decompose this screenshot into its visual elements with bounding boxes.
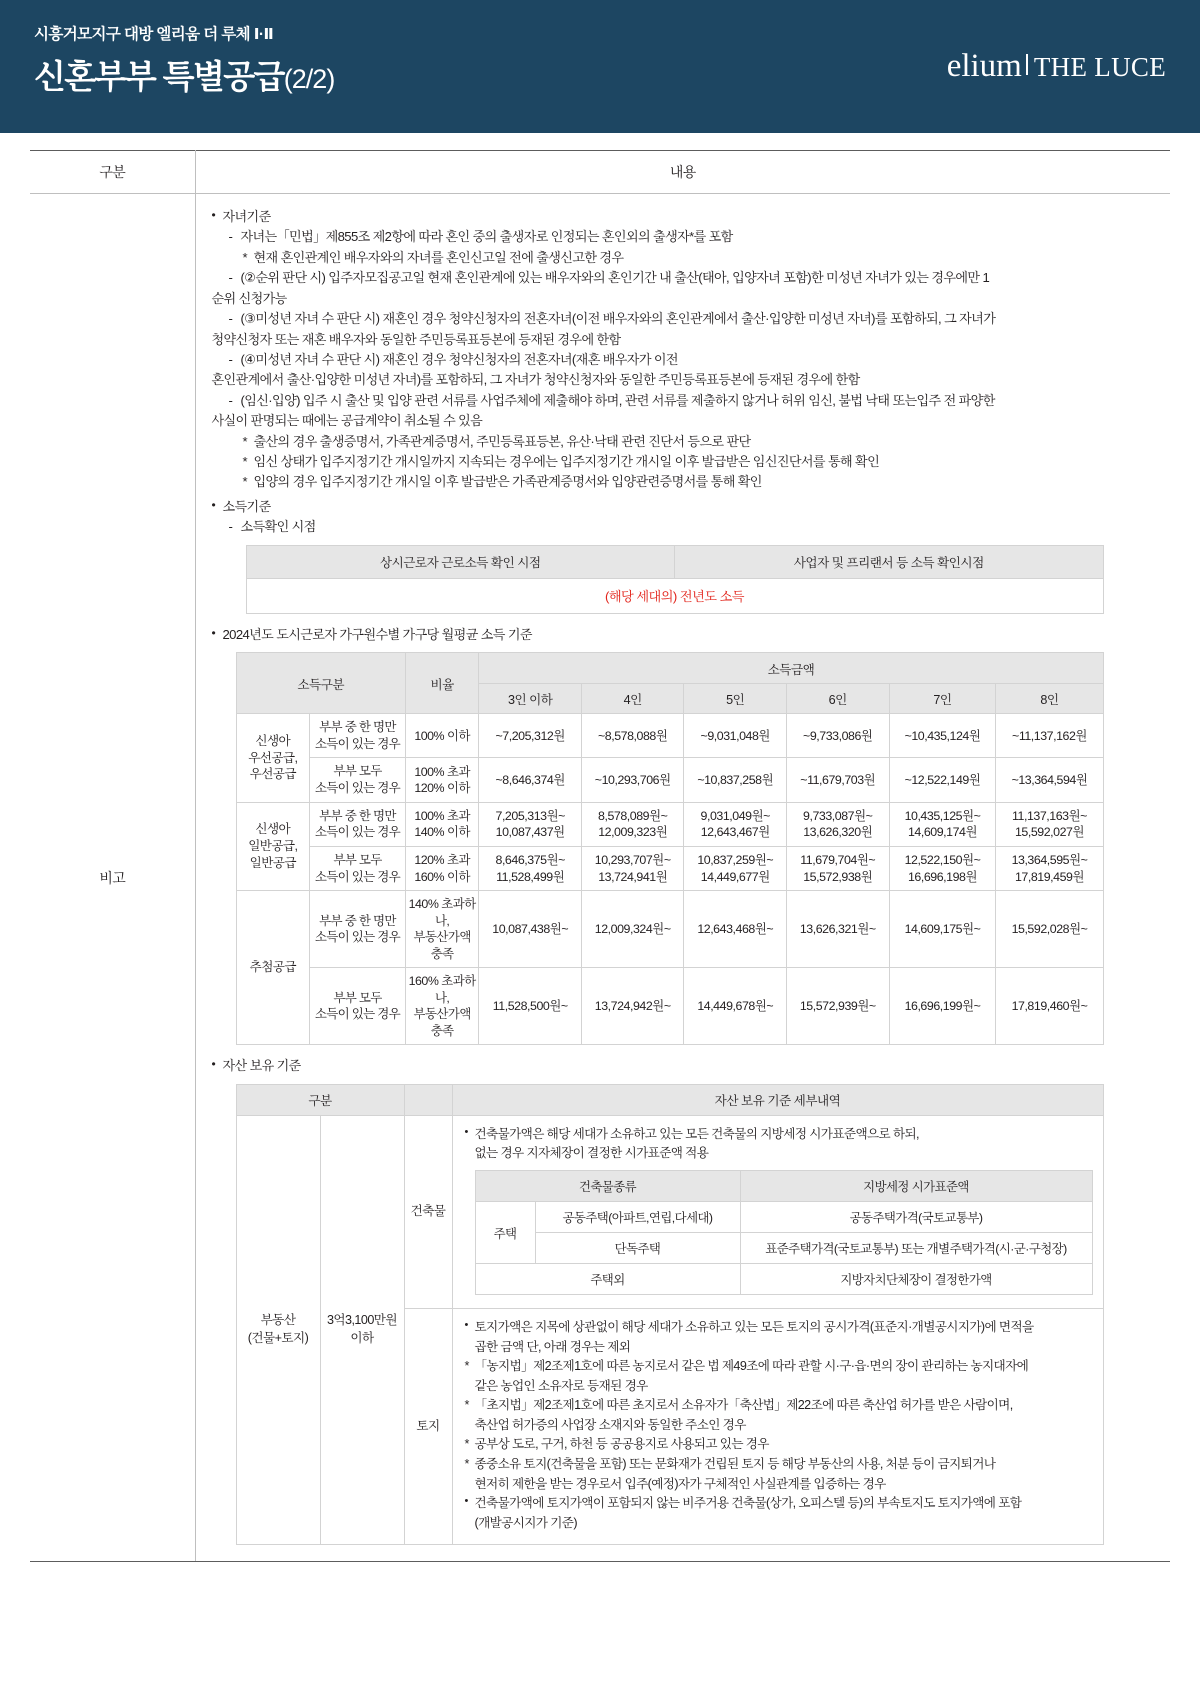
income-amount-8인: 15,592,028원~ [996, 891, 1103, 968]
building-type-other: 주택외 [475, 1264, 740, 1295]
income-amount-5인: ~10,837,258원 [684, 758, 787, 802]
dash-marker: - [228, 270, 233, 286]
income-amount-4인: ~10,293,706원 [581, 758, 684, 802]
list-item [212, 268, 1157, 288]
income-condition: 부부 중 한 명만 소득이 있는 경우 [310, 891, 406, 968]
list-item-text: 사실이 판명되는 때에는 공급계약이 취소될 수 있음 [211, 413, 483, 429]
table-row [236, 846, 1103, 890]
table-row [475, 1233, 1092, 1264]
income-amount-6인: 15,572,939원~ [786, 968, 889, 1045]
main-content-table [30, 150, 1170, 1562]
asset-subrow-label-land: 토지 [404, 1309, 452, 1545]
asset-land-detail [452, 1309, 1103, 1545]
income-amount-5인: 14,449,678원~ [684, 968, 787, 1045]
list-item-text: (임신·입양) 입주 시 출산 및 입양 관련 서류를 사업주체에 제출해야 하며, 관련 서류를 제출하지 않거나 허위 임신, 불법 낙태 또는입주 전 파양한 [240, 392, 995, 408]
child-criteria-list [212, 227, 1157, 492]
brand-name-elium: elium [946, 48, 1022, 84]
income-amount-7인: 12,522,150원~ 16,696,198원 [889, 846, 996, 890]
income-amount-7인: ~12,522,149원 [889, 758, 996, 802]
list-item-continuation [212, 370, 1157, 390]
income-amount-6인: ~11,679,703원 [786, 758, 889, 802]
income-amount-5인: 10,837,259원~ 14,449,677원 [684, 846, 787, 890]
list-item-text: 출산의 경우 출생증명서, 가족관계증명서, 주민등록표등본, 유산·낙태 관련 진단서 등으로 판단 [253, 433, 751, 449]
table-body-row [30, 194, 1170, 1562]
income-header-ratio: 비율 [405, 653, 479, 714]
building-note-line1: 건축물가액은 해당 세대가 소유하고 있는 모든 건축물의 지방세정 시가표준액으로 하되, [474, 1126, 919, 1141]
list-item [212, 452, 1157, 472]
list-item [212, 227, 1157, 247]
land-list-item: • 토지가액은 지목에 상관없이 해당 세대가 소유하고 있는 모든 토지의 공시가격(표준지·개별공시지가)에 면적을 [465, 1318, 1093, 1338]
income-amount-6인: 13,626,321원~ [786, 891, 889, 968]
page-title-fraction: (2/2) [283, 63, 335, 94]
building-price-detached: 표준주택가격(국토교통부) 또는 개별주택가격(시·군·구청장) [740, 1233, 1092, 1264]
list-item-text: 순위 신청가능 [211, 290, 287, 306]
header-left-block [34, 27, 334, 93]
income-amount-4인: ~8,578,088원 [581, 714, 684, 758]
income-confirm-value: (해당 세대의) 전년도 소득 [246, 578, 1103, 613]
income-amount-6인: 11,679,704원~ 15,572,938원 [786, 846, 889, 890]
star-marker: * [242, 433, 247, 449]
section-income-criteria-heading: • 소득기준 [212, 497, 1157, 517]
table-row [236, 891, 1103, 968]
land-list-subitem: * 종중소유 토지(건축물을 포함) 또는 문화재가 건립된 토지 등 해당 부동산의 사용, 처분 등이 금지퇴거나 [465, 1455, 1093, 1475]
table-row-building [236, 1115, 1103, 1309]
list-item-continuation [212, 411, 1157, 431]
building-type-table [475, 1170, 1093, 1295]
income-header-household-5: 7인 [889, 684, 996, 714]
building-price-other: 지방자치단체장이 결정한가액 [740, 1264, 1092, 1295]
income-standard-table [236, 652, 1104, 1045]
list-item [212, 350, 1157, 370]
income-supply-type: 추첨공급 [236, 891, 310, 1045]
building-type-detached: 단독주택 [535, 1233, 740, 1264]
land-list-continuation: 축산업 허가증의 사업장 소재지와 동일한 주소인 경우 [474, 1417, 746, 1432]
building-note-line2: 없는 경우 지자체장이 결정한 시가표준액 적용 [474, 1145, 709, 1160]
brand-name-the-luce: THE LUCE [1033, 52, 1166, 82]
asset-column-header-division: 구분 [236, 1084, 404, 1115]
income-amount-3인 이하: 11,528,500원~ [479, 968, 582, 1045]
land-list-continuation: 현저히 제한을 받는 경우로서 입주(예정)자가 구체적인 사실관계를 입증하는 경우 [474, 1476, 886, 1491]
building-note [465, 1125, 1093, 1164]
list-item [212, 391, 1157, 411]
brand-logo [947, 50, 1166, 83]
table-row [236, 1084, 1103, 1115]
subheading-text: 소득확인 시점 [240, 519, 316, 535]
income-header-division: 소득구분 [236, 653, 405, 714]
land-list-continuation: (개발공시지가 기준) [474, 1515, 577, 1530]
list-item-text: 자녀는「민법」제855조 제2항에 따라 혼인 중의 출생자로 인정되는 혼인외의 출생자*를 포함 [240, 229, 733, 245]
income-amount-4인: 13,724,942원~ [581, 968, 684, 1045]
income-amount-3인 이하: 8,646,375원~ 11,528,499원 [479, 846, 582, 890]
page-title-main: 신혼부부 특별공급 [34, 57, 284, 95]
land-criteria-list [465, 1318, 1093, 1533]
list-item-text: 현재 혼인관계인 배우자와의 자녀를 혼인신고일 전에 출생신고한 경우 [253, 249, 624, 265]
star-marker: * [242, 474, 247, 490]
income-amount-8인: ~13,364,594원 [996, 758, 1103, 802]
income-ratio: 140% 초과하나, 부동산가액 충족 [405, 891, 479, 968]
list-item-continuation [212, 330, 1157, 350]
land-list-item: • 건축물가액에 토지가액이 포함되지 않는 비주거용 건축물(상가, 오피스텔 등)의 부속토지도 토지가액에 포함 [465, 1494, 1093, 1514]
land-list-subitem: * 공부상 도로, 구거, 하천 등 공공용지로 사용되고 있는 경우 [465, 1435, 1093, 1455]
land-list-subitem: * 「초지법」제2조제1호에 따른 초지로서 소유자가「축산법」제22조에 따른 축산업 허가를 받은 사람이며, [465, 1396, 1093, 1416]
income-amount-8인: ~11,137,162원 [996, 714, 1103, 758]
income-amount-6인: 9,733,087원~ 13,626,320원 [786, 802, 889, 846]
asset-limit-value: 3억3,100만원 이하 [320, 1115, 404, 1544]
land-list-continuation: 같은 농업인 소유자로 등재된 경우 [474, 1378, 648, 1393]
income-amount-5인: ~9,031,048원 [684, 714, 787, 758]
list-item-text: (③미성년 자녀 수 판단 시) 재혼인 경우 청약신청자의 전혼자녀(이전 배우자와의 혼인관계에서 출산·입양한 미성년 자녀)를 포함하되, 그 자녀가 [240, 311, 996, 327]
building-type-apartment: 공동주택(아파트,연립,다세대) [535, 1202, 740, 1233]
income-amount-7인: 16,696,199원~ [889, 968, 996, 1045]
table-row [475, 1171, 1092, 1202]
income-confirm-header-business: 사업자 및 프리랜서 등 소득 확인시점 [675, 545, 1104, 578]
income-header-household-3: 5인 [684, 684, 787, 714]
income-header-household-1: 3인 이하 [479, 684, 582, 714]
table-row [475, 1264, 1092, 1295]
star-marker: * [464, 1359, 469, 1374]
income-header-household-4: 6인 [786, 684, 889, 714]
land-list-subitem: * 「농지법」제2조제1호에 따른 농지로서 같은 법 제49조에 따라 관할 시·구·읍·면의 장이 관리하는 농지대자에 [465, 1357, 1093, 1377]
dash-marker: - [228, 351, 233, 367]
dash-marker: - [228, 311, 233, 327]
star-marker: * [242, 249, 247, 265]
table-row [475, 1202, 1092, 1233]
income-amount-7인: 10,435,125원~ 14,609,174원 [889, 802, 996, 846]
income-amount-6인: ~9,733,086원 [786, 714, 889, 758]
content-cell [195, 194, 1170, 1562]
building-header-type: 건축물종류 [475, 1171, 740, 1202]
income-header-household-6: 8인 [996, 684, 1103, 714]
dash-marker: - [228, 519, 233, 535]
land-list-continuation: 곱한 금액 단, 아래 경우는 제외 [474, 1339, 631, 1354]
income-amount-3인 이하: 10,087,438원~ [479, 891, 582, 968]
page-header [0, 0, 1200, 133]
list-item-text: (②순위 판단 시) 입주자모집공고일 현재 혼인관계에 있는 배우자와의 혼인기간 내 출산(태아, 입양자녀 포함)한 미성년 자녀가 있는 경우에만 1 [240, 270, 990, 286]
income-amount-8인: 17,819,460원~ [996, 968, 1103, 1045]
dash-marker: - [228, 229, 233, 245]
building-price-apartment: 공동주택가격(국토교통부) [740, 1202, 1092, 1233]
list-item [212, 432, 1157, 452]
list-item-text: 혼인관계에서 출산·입양한 미성년 자녀)를 포함하되, 그 자녀가 청약신청자와 동일한 주민등록표등본에 등재된 경우에 한함 [211, 372, 860, 388]
building-group-house: 주택 [475, 1202, 535, 1264]
income-condition: 부부 모두 소득이 있는 경우 [310, 758, 406, 802]
asset-criteria-table [236, 1084, 1104, 1545]
income-amount-4인: 12,009,324원~ [581, 891, 684, 968]
income-condition: 부부 중 한 명만 소득이 있는 경우 [310, 802, 406, 846]
star-marker: * [464, 1398, 469, 1413]
star-marker: * [242, 454, 247, 470]
list-item-text: (④미성년 자녀 수 판단 시) 재혼인 경우 청약신청자의 전혼자녀(재혼 배우자가 이전 [240, 351, 678, 367]
income-condition: 부부 모두 소득이 있는 경우 [310, 968, 406, 1045]
income-header-household-2: 4인 [581, 684, 684, 714]
asset-building-detail [452, 1115, 1103, 1309]
list-item [212, 309, 1157, 329]
income-header-amount-group: 소득금액 [479, 653, 1103, 684]
list-item-text: 임신 상태가 입주지정기간 개시일까지 지속되는 경우에는 입주지정기간 개시일 이후 발급받은 임신진단서를 통해 확인 [253, 454, 880, 470]
column-header-division: 구분 [30, 151, 195, 194]
income-amount-7인: 14,609,175원~ [889, 891, 996, 968]
income-ratio: 160% 초과하나, 부동산가액 충족 [405, 968, 479, 1045]
income-amount-3인 이하: ~8,646,374원 [479, 758, 582, 802]
income-confirm-header-employee: 상시근로자 근로소득 확인 시점 [246, 545, 675, 578]
income-condition: 부부 모두 소득이 있는 경우 [310, 846, 406, 890]
income-standard-title: • 2024년도 도시근로자 가구원수별 가구당 월평균 소득 기준 [212, 625, 1157, 645]
table-row [246, 545, 1103, 578]
table-row [236, 802, 1103, 846]
asset-column-header-detail: 자산 보유 기준 세부내역 [452, 1084, 1103, 1115]
income-ratio: 100% 이하 [405, 714, 479, 758]
income-ratio: 120% 초과 160% 이하 [405, 846, 479, 890]
column-header-content: 내용 [195, 151, 1170, 194]
page-title [34, 57, 335, 95]
project-subtitle: 시흥거모지구 대방 엘리움 더 루체 Ⅰ·Ⅱ [34, 26, 274, 43]
list-item-continuation [212, 289, 1157, 309]
list-item-text: 입양의 경우 입주지정기간 개시일 이후 발급받은 가족관계증명서와 입양관련증명서를 통해 확인 [253, 474, 762, 490]
brand-divider-bar [1026, 54, 1028, 75]
income-amount-5인: 9,031,049원~ 12,643,467원 [684, 802, 787, 846]
list-item [212, 472, 1157, 492]
income-amount-4인: 10,293,707원~ 13,724,941원 [581, 846, 684, 890]
table-header-row [236, 653, 1103, 684]
income-supply-type: 신생아 일반공급, 일반공급 [236, 802, 310, 891]
income-condition: 부부 중 한 명만 소득이 있는 경우 [310, 714, 406, 758]
section-child-criteria-heading: • 자녀기준 [212, 207, 1157, 227]
income-amount-3인 이하: 7,205,313원~ 10,087,437원 [479, 802, 582, 846]
table-row [236, 758, 1103, 802]
income-amount-5인: 12,643,468원~ [684, 891, 787, 968]
section-asset-criteria-heading: • 자산 보유 기준 [212, 1056, 1157, 1076]
income-amount-8인: 13,364,595원~ 17,819,459원 [996, 846, 1103, 890]
asset-type-realestate: 부동산 (건물+토지) [236, 1115, 320, 1544]
income-amount-4인: 8,578,089원~ 12,009,323원 [581, 802, 684, 846]
income-ratio: 100% 초과 120% 이하 [405, 758, 479, 802]
asset-header-spacer [404, 1084, 452, 1115]
income-supply-type: 신생아 우선공급, 우선공급 [236, 714, 310, 803]
star-marker: * [464, 1437, 469, 1452]
income-ratio: 100% 초과 140% 이하 [405, 802, 479, 846]
income-amount-3인 이하: ~7,205,312원 [479, 714, 582, 758]
asset-subrow-label-building: 건축물 [404, 1115, 452, 1309]
document-sheet [0, 150, 1200, 1562]
table-row [236, 714, 1103, 758]
table-row [236, 968, 1103, 1045]
list-item-text: 청약신청자 또는 재혼 배우자와 동일한 주민등록표등본에 등재된 경우에 한함 [211, 331, 621, 347]
building-header-standard-price: 지방세정 시가표준액 [740, 1171, 1092, 1202]
income-confirm-subheading [212, 517, 1157, 537]
list-item [212, 248, 1157, 268]
income-confirm-table [246, 545, 1104, 614]
row-label-remarks: 비고 [30, 194, 195, 1562]
table-row [246, 578, 1103, 613]
dash-marker: - [228, 392, 233, 408]
star-marker: * [464, 1456, 469, 1471]
income-amount-8인: 11,137,163원~ 15,592,027원 [996, 802, 1103, 846]
income-amount-7인: ~10,435,124원 [889, 714, 996, 758]
table-header-row [30, 151, 1170, 194]
